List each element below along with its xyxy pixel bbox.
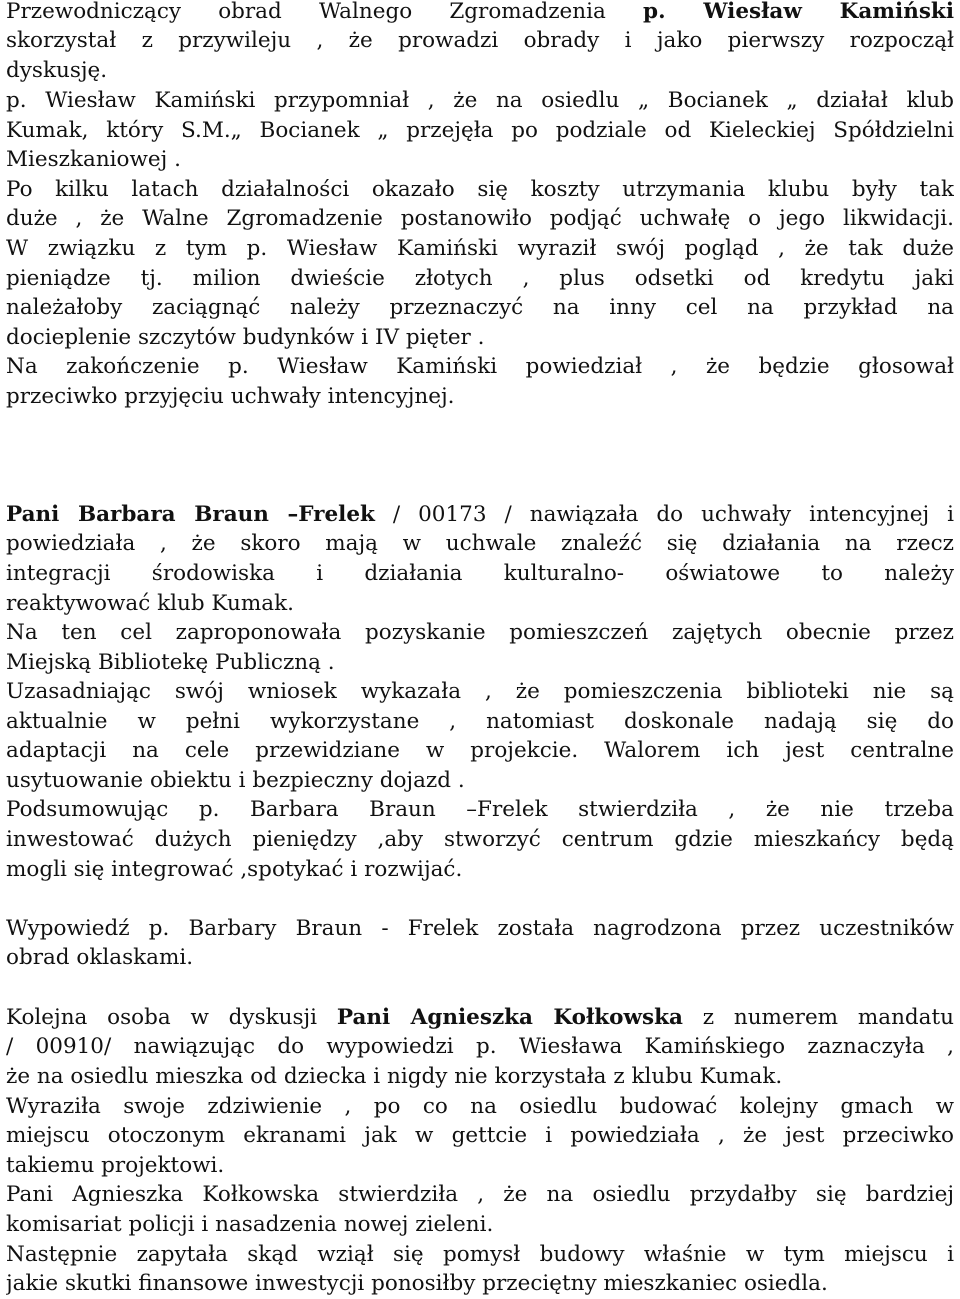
- text-line: [6, 323, 954, 353]
- text-line: [6, 26, 954, 56]
- text-line: [6, 1062, 954, 1092]
- text-line: [6, 943, 954, 973]
- text-segment: miejscu otoczonym ekranami jak w gettcie i powiedziała , że jest przeciwko: [6, 1123, 954, 1148]
- speaker-name: p. Wiesław Kamiński: [643, 0, 954, 24]
- text-segment: adaptacji na cele przewidziane w projekcie. Walorem ich jest centralne: [6, 738, 954, 763]
- text-segment: / 00173 / nawiązała do uchwały intencyjnej i: [374, 502, 954, 527]
- text-line: [6, 1180, 954, 1210]
- text-line: [6, 559, 954, 589]
- text-line: [6, 1269, 954, 1299]
- text-line: [6, 914, 954, 944]
- text-segment: należałoby zaciągnąć należy przeznaczyć na inny cel na przykład na: [6, 295, 954, 320]
- text-line: [6, 116, 954, 146]
- text-line: [6, 293, 954, 323]
- text-line: [6, 175, 954, 205]
- text-segment: W związku z tym p. Wiesław Kamiński wyraził swój pogląd , że tak duże: [6, 236, 954, 261]
- text-segment: reaktywować klub Kumak.: [6, 591, 294, 616]
- text-line: [6, 352, 954, 382]
- text-segment: przeciwko przyjęciu uchwały intencyjnej.: [6, 384, 455, 409]
- text-line: [6, 589, 954, 619]
- text-line: [6, 0, 954, 27]
- text-segment: Na ten cel zaproponowała pozyskanie pomieszczeń zajętych obecnie przez: [6, 620, 954, 645]
- speaker-name: Pani Barbara Braun –Frelek: [6, 502, 375, 527]
- text-line: [6, 86, 954, 116]
- text-segment: takiemu projektowi.: [6, 1153, 225, 1178]
- text-segment: aktualnie w pełni wykorzystane , natomiast doskonale nadają się do: [6, 709, 954, 734]
- text-segment: mogli się integrować ,spotykać i rozwijać.: [6, 857, 463, 882]
- text-line: [6, 264, 954, 294]
- text-segment: powiedziała , że skoro mają w uchwale znaleźć się działania na rzecz: [6, 531, 954, 556]
- text-line: [6, 204, 954, 234]
- text-line: [6, 500, 954, 530]
- text-segment: komisariat policji i nasadzenia nowej zieleni.: [6, 1212, 494, 1237]
- text-segment: Kumak, który S.M.„ Bocianek „ przejęła po podziale od Kieleckiej Spółdzielni: [6, 118, 954, 143]
- text-segment: jakie skutki finansowe inwestycji ponosiłby przeciętny mieszkaniec osiedla.: [6, 1271, 828, 1296]
- text-line: [6, 1210, 954, 1240]
- text-segment: / 00910/ nawiązując do wypowiedzi p. Wiesława Kamińskiego zaznaczyła ,: [6, 1034, 954, 1059]
- text-line: [6, 1151, 954, 1181]
- text-segment: Przewodniczący obrad Walnego Zgromadzenia: [6, 0, 644, 24]
- text-line: [6, 145, 954, 175]
- text-line: [6, 648, 954, 678]
- text-segment: Miejską Bibliotekę Publiczną .: [6, 650, 335, 675]
- text-line: [6, 825, 954, 855]
- text-segment: Podsumowując p. Barbara Braun –Frelek stwierdziła , że nie trzeba: [6, 797, 954, 822]
- text-line: [6, 1092, 954, 1122]
- text-segment: duże , że Walne Zgromadzenie postanowiło podjąć uchwałę o jego likwidacji.: [6, 206, 954, 231]
- text-line: [6, 1240, 954, 1270]
- text-line: [6, 1121, 954, 1151]
- text-segment: integracji środowiska i działania kulturalno- oświatowe to należy: [6, 561, 954, 586]
- text-line: [6, 766, 954, 796]
- text-segment: obrad oklaskami.: [6, 945, 194, 970]
- text-segment: Po kilku latach działalności okazało się koszty utrzymania klubu były tak: [6, 177, 954, 202]
- text-line: [6, 1003, 954, 1033]
- speaker-name: Pani Agnieszka Kołkowska: [336, 1005, 683, 1030]
- text-line: [6, 618, 954, 648]
- text-segment: że na osiedlu mieszka od dziecka i nigdy nie korzystała z klubu Kumak.: [6, 1064, 783, 1089]
- text-segment: Mieszkaniowej .: [6, 147, 181, 172]
- text-segment: inwestować dużych pieniędzy ,aby stworzyć centrum gdzie mieszkańcy będą: [6, 827, 954, 852]
- text-segment: z numerem mandatu: [682, 1005, 954, 1030]
- text-segment: skorzystał z przywileju , że prowadzi obrady i jako pierwszy rozpoczął: [6, 28, 954, 53]
- text-line: [6, 677, 954, 707]
- text-segment: docieplenie szczytów budynków i IV pięter .: [6, 325, 485, 350]
- text-line: [6, 855, 954, 885]
- text-segment: dyskusję.: [6, 58, 108, 83]
- text-segment: pieniądze tj. milion dwieście złotych , plus odsetki od kredytu jaki: [6, 266, 954, 291]
- text-segment: usytuowanie obiektu i bezpieczny dojazd .: [6, 768, 465, 793]
- text-line: [6, 529, 954, 559]
- text-line: [6, 736, 954, 766]
- text-line: [6, 56, 954, 86]
- text-segment: Wypowiedź p. Barbary Braun - Frelek została nagrodzona przez uczestników: [6, 916, 954, 941]
- text-line: [6, 707, 954, 737]
- text-line: [6, 234, 954, 264]
- text-segment: Następnie zapytała skąd wziął się pomysł budowy właśnie w tym miejscu i: [6, 1242, 954, 1267]
- text-segment: Pani Agnieszka Kołkowska stwierdziła , że na osiedlu przydałby się bardziej: [6, 1182, 954, 1207]
- text-line: [6, 1032, 954, 1062]
- text-segment: Wyraziła swoje zdziwienie , po co na osiedlu budować kolejny gmach w: [6, 1094, 954, 1119]
- text-line: [6, 795, 954, 825]
- text-segment: Kolejna osoba w dyskusji: [6, 1005, 337, 1030]
- text-segment: p. Wiesław Kamiński przypomniał , że na osiedlu „ Bocianek „ działał klub: [6, 88, 954, 113]
- text-segment: Uzasadniając swój wniosek wykazała , że pomieszczenia biblioteki nie są: [6, 679, 954, 704]
- text-segment: Na zakończenie p. Wiesław Kamiński powiedział , że będzie głosował: [6, 354, 954, 379]
- text-line: [6, 382, 954, 412]
